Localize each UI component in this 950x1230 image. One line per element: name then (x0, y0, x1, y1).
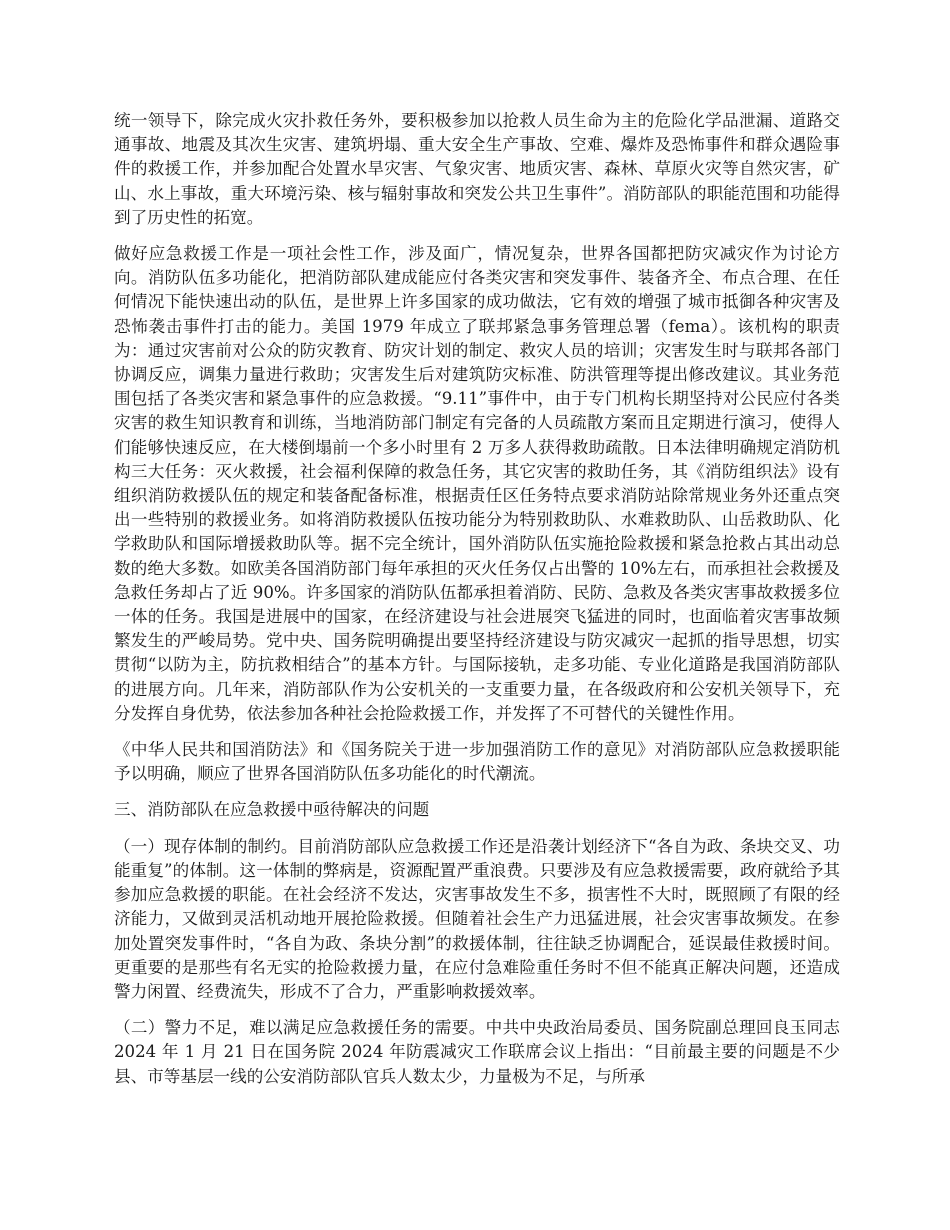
paragraph-5: （二）警力不足，难以满足应急救援任务的需要。中共中央政治局委员、国务院副总理回良玉同志 2024 年 1 月 21 日在国务院 2024 年防震减灾工作联席会议上指出：“目前最主要的问题是不少县、市等基层一线的公安消防部队官兵人数太少，力量极为不足，与所承 (114, 1018, 840, 1086)
paragraph-3: 《中华人民共和国消防法》和《国务院关于进一步加强消防工作的意见》对消防部队应急救援职能予以明确，顺应了世界各国消防队伍多功能化的时代潮流。 (114, 740, 840, 784)
section-heading: 三、消防部队在应急救援中亟待解决的问题 (114, 800, 430, 820)
paragraph-2: 做好应急救援工作是一项社会性工作，涉及面广，情况复杂，世界各国都把防灾减灾作为讨论方向。消防队伍多功能化，把消防部队建成能应付各类灾害和突发事件、装备齐全、布点合理、在任何情况下能快速出动的队伍，是世界上许多国家的成功做法，它有效的增强了城市抵御各种灾害及恐怖袭击事件打击的能力。美国 1979 年成立了联邦紧急事务管理总署（fema）。该机构的职责为：通过灾害前对公众的防灾教育、防灾计划的制定、救灾人员的培训；灾害发生时与联邦各部门协调反应，调集力量进行救助；灾害发生后对建筑防灾标准、防洪管理等提出修改建议。其业务范围包括了各类灾害和紧急事件的应急救援。“9.11”事件中，由于专门机构长期坚持对公民应付各类灾害的救生知识教育和训练，当地消防部门制定有完备的人员疏散方案而且定期进行演习，使得人们能够快速反应，在大楼倒塌前一个多小时里有 2 万多人获得救助疏散。日本法律明确规定消防机构三大任务：灭火救援，社会福利保障的救急任务，其它灾害的救助任务，其《消防组织法》设有组织消防救援队伍的规定和装备配备标准，根据责任区任务特点要求消防站除常规业务外还重点突出一些特别的救援业务。如将消防救援队伍按功能分为特别救助队、水难救助队、山岳救助队、化学救助队和国际增援救助队等。据不完全统计，国外消防队伍实施抢险救援和紧急抢救占其出动总数的绝大多数。如欧美各国消防部门每年承担的灭火任务仅占出警的 10%左右，而承担社会救援及急救任务却占了近 90%。许多国家的消防队伍都承担着消防、民防、急救及各类灾害事故救援多位一体的任务。我国是进展中的国家，在经济建设与社会进展突飞猛进的同时，也面临着灾害事故频繁发生的严峻局势。党中央、国务院明确提出要坚持经济建设与防灾减灾一起抓的指导思想，切实贯彻“以防为主，防抗救相结合”的基本方针。与国际接轨，走多功能、专业化道路是我国消防部队的进展方向。几年来，消防部队作为公安机关的一支重要力量，在各级政府和公安机关领导下，充分发挥自身优势，依法参加各种社会抢险救援工作，并发挥了不可替代的关键性作用。 (114, 244, 840, 723)
document-page (114, 109, 840, 1101)
paragraph-4: （一）现存体制的制约。目前消防部队应急救援工作还是沿袭计划经济下“各自为政、条块交叉、功能重复”的体制。这一体制的弊病是，资源配置严重浪费。只要涉及有应急救援需要，政府就给予其参加应急救援的职能。在社会经济不发达，灾害事故发生不多，损害性不大时，既照顾了有限的经济能力，又做到灵活机动地开展抢险救援。但随着社会生产力迅猛进展，社会灾害事故频发。在参加处置突发事件时，“各自为政、条块分割”的救援体制，往往缺乏协调配合，延误最佳救援时间。更重要的是那些有名无实的抢险救援力量，在应付急难险重任务时不但不能真正解决问题，还造成警力闲置、经费流失，形成不了合力，严重影响救援效率。 (114, 836, 840, 1001)
paragraph-1: 统一领导下，除完成火灾扑救任务外，要积极参加以抢救人员生命为主的危险化学品泄漏、道路交通事故、地震及其次生灾害、建筑坍塌、重大安全生产事故、空难、爆炸及恐怖事件和群众遇险事件的救援工作，并参加配合处置水旱灾害、气象灾害、地质灾害、森林、草原火灾等自然灾害，矿山、水上事故，重大环境污染、核与辐射事故和突发公共卫生事件”。消防部队的职能范围和功能得到了历史性的拓宽。 (114, 111, 840, 227)
